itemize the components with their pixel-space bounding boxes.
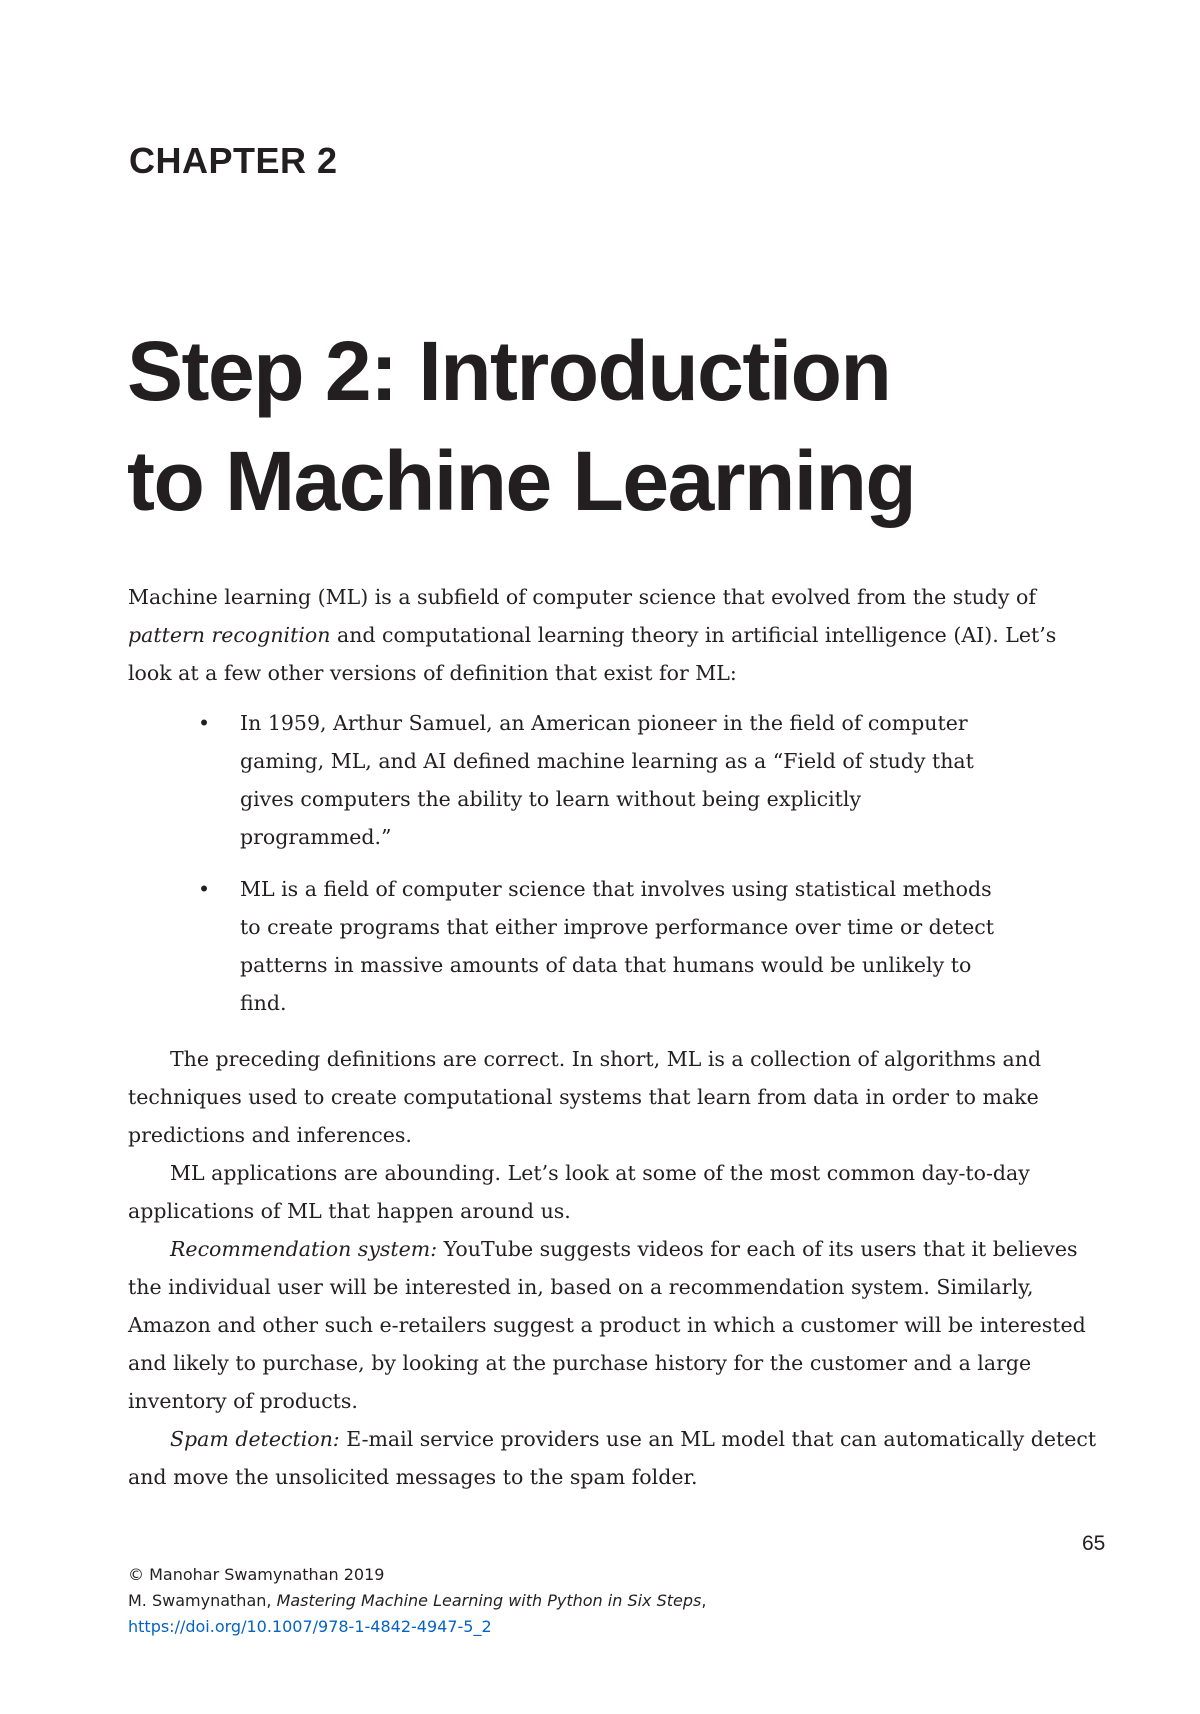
paragraph-spam <box>128 1420 1100 1496</box>
intro-paragraph <box>128 578 1100 692</box>
bullet-icon: • <box>198 877 211 901</box>
footer-book-title: Mastering Machine Learning with Python in Six Steps <box>276 1591 702 1610</box>
chapter-title-line-1: Step 2: Introduction <box>127 324 891 418</box>
recommendation-text: YouTube suggests videos for each of its users that it believes the individual user will be interested in, based on a recommendation system. Similarly, Amazon and other such e-retailers suggest a product in which a customer will be interested and likely to purchase, by looking at the purchase history for the customer and a large inventory of products. <box>128 1237 1086 1413</box>
intro-italic-term: pattern recognition <box>128 623 331 647</box>
list-item <box>198 704 998 856</box>
body-paragraphs <box>128 1040 1100 1496</box>
chapter-label: CHAPTER 2 <box>129 140 338 181</box>
list-item-text: In 1959, Arthur Samuel, an American pioneer in the field of computer gaming, ML, and AI defined machine learning as a “Field of study that gives computers the ability to learn without being explicitly programmed.” <box>240 711 974 849</box>
page-number: 65 <box>1082 1532 1106 1555</box>
intro-text-2: and computational learning theory in artificial intelligence (AI). Let’s look at a few other versions of definition that exist for ML: <box>128 623 1057 685</box>
paragraph-recommendation <box>128 1230 1100 1420</box>
list-item-text: ML is a field of computer science that involves using statistical methods to create programs that either improve performance over time or detect patterns in massive amounts of data that humans would be unlikely to find. <box>240 877 995 1015</box>
definition-list <box>198 704 998 1036</box>
list-item <box>198 870 998 1022</box>
spam-term: Spam detection: <box>170 1427 340 1451</box>
spam-text: E-mail service providers use an ML model that can automatically detect and move the unsolicited messages to the spam folder. <box>128 1427 1097 1489</box>
footer-author: M. Swamynathan, <box>128 1591 277 1610</box>
paragraph-summary: The preceding definitions are correct. In short, ML is a collection of algorithms and techniques used to create computational systems that learn from data in order to make predictions and inferences. <box>128 1047 1042 1147</box>
paragraph-applications: ML applications are abounding. Let’s look at some of the most common day-to-day applications of ML that happen around us. <box>128 1161 1030 1223</box>
doi-link[interactable]: https://doi.org/10.1007/978-1-4842-4947-5_2 <box>128 1617 492 1636</box>
footer-title-suffix: , <box>701 1591 707 1610</box>
footer-citation <box>128 1588 706 1614</box>
intro-text-1: Machine learning (ML) is a subfield of computer science that evolved from the study of <box>128 585 1036 609</box>
chapter-title-line-2: to Machine Learning <box>127 434 916 528</box>
recommendation-term: Recommendation system: <box>170 1237 438 1261</box>
footer <box>128 1562 706 1640</box>
bullet-icon: • <box>198 711 211 735</box>
footer-copyright: © Manohar Swamynathan 2019 <box>128 1565 385 1584</box>
chapter-title <box>127 316 1127 536</box>
